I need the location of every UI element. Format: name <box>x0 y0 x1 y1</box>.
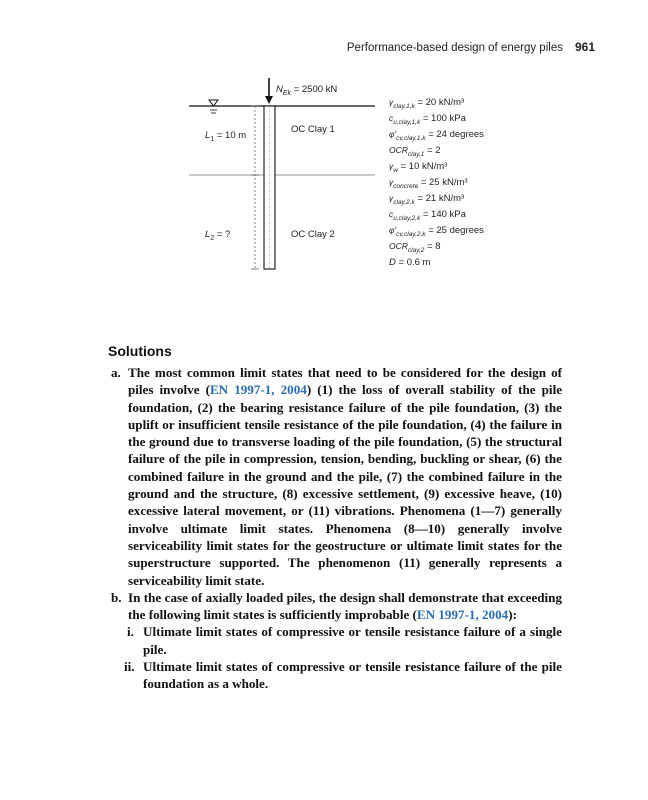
param-ocr-clay1: $OCR_{clay,1} = 2$ <box>389 145 441 158</box>
param-gamma-clay1: $\gamma_{clay,1,k} = 20$ kN/m³ <box>389 97 465 110</box>
layer-2-name: OC Clay 2 <box>291 229 335 240</box>
param-phi-clay2: $\varphi'_{cv,clay,2,k} = 25$ degrees <box>389 225 484 238</box>
running-title: Performance-based design of energy piles <box>346 42 563 54</box>
param-gamma-w: $\gamma_w = 10$ kN/m³ <box>389 161 448 174</box>
solution-item-b: b. In the case of axially loaded piles, the design shall demonstrate that exceeding the following limit states is sufficiently improbable (EN 1997-1, 2004): i. Ultimate limit states of compressive or tensile resistance failure of a single pile. ii. Ultimate limit states of compressive or tensile resistance failure of the pile foundation as a whole. <box>111 589 562 692</box>
param-cu-clay2: $c_{u,clay,2,k} = 140$ kPa <box>389 209 466 222</box>
sub-item: i. Ultimate limit states of compressive or tensile resistance failure of a single pile. <box>127 624 562 657</box>
page-number: 961 <box>574 40 595 54</box>
sub-item-marker: i. <box>127 624 134 640</box>
sub-list <box>124 623 562 692</box>
solutions-heading: Solutions <box>108 343 172 359</box>
solutions-body <box>111 364 563 693</box>
pile-diagram <box>0 0 648 300</box>
water-table-icon <box>209 100 218 106</box>
param-phi-clay1: $\varphi'_{cv,clay,1,k} = 24$ degrees <box>389 129 484 142</box>
solution-item-a: a. The most common limit states that need to be considered for the design of piles involve (EN 1997-1, 2004) (1) the loss of overall stability of the pile foundation, (2) the bearing resistance failure of the pile foundation, (3) the uplift or insufficient tensile resistance of the pile foundation, (4) the failure in the ground due to transverse loading of the pile foundation, (5) the structural failure of the pile in compression, tension, bending, buckling or shear, (6) the combined failure in the ground and the pile, (7) the combined failure in the ground and the structure, (8) excessive settlement, (9) excessive heave, (10) excessive lateral movement, or (11) vibrations. Phenomena (1—7) generally involve ultimate limit states. Phenomena (8—10) generally involve serviceability limit states for the geostructure or ultimate limit states for the superstructure supported. The phenomenon (11) generally represents a serviceability limit state. <box>111 365 563 588</box>
l2-label: $L_2$ = ? <box>205 229 231 242</box>
citation-link[interactable]: EN 1997-1, 2004 <box>416 607 509 623</box>
load-arrow-head <box>265 96 273 104</box>
layer-1-name: OC Clay 1 <box>291 124 335 135</box>
load-label: $N_{Ek} = 2500$ kN <box>276 84 338 97</box>
param-gamma-concrete: $\gamma_{concrete} = 25$ kN/m³ <box>389 177 468 190</box>
l1-label: $L_1 = 10$ m <box>205 130 247 143</box>
item-marker: b. <box>111 589 122 605</box>
param-cu-clay1: $c_{u,clay,1,k} = 100$ kPa <box>389 113 466 126</box>
param-ocr-clay2: $OCR_{clay,2} = 8$ <box>389 241 441 254</box>
item-marker: a. <box>111 365 121 380</box>
pile-figure <box>0 0 648 300</box>
param-gamma-clay2: $\gamma_{clay,2,k} = 21$ kN/m³ <box>389 193 465 206</box>
param-diameter: D = 0.6 m <box>389 257 431 268</box>
sub-item-marker: ii. <box>124 659 135 675</box>
sub-item: ii. Ultimate limit states of compressive or tensile resistance failure of the pile foundation as a whole. <box>124 659 562 692</box>
citation-link[interactable]: EN 1997-1, 2004 <box>209 382 307 398</box>
